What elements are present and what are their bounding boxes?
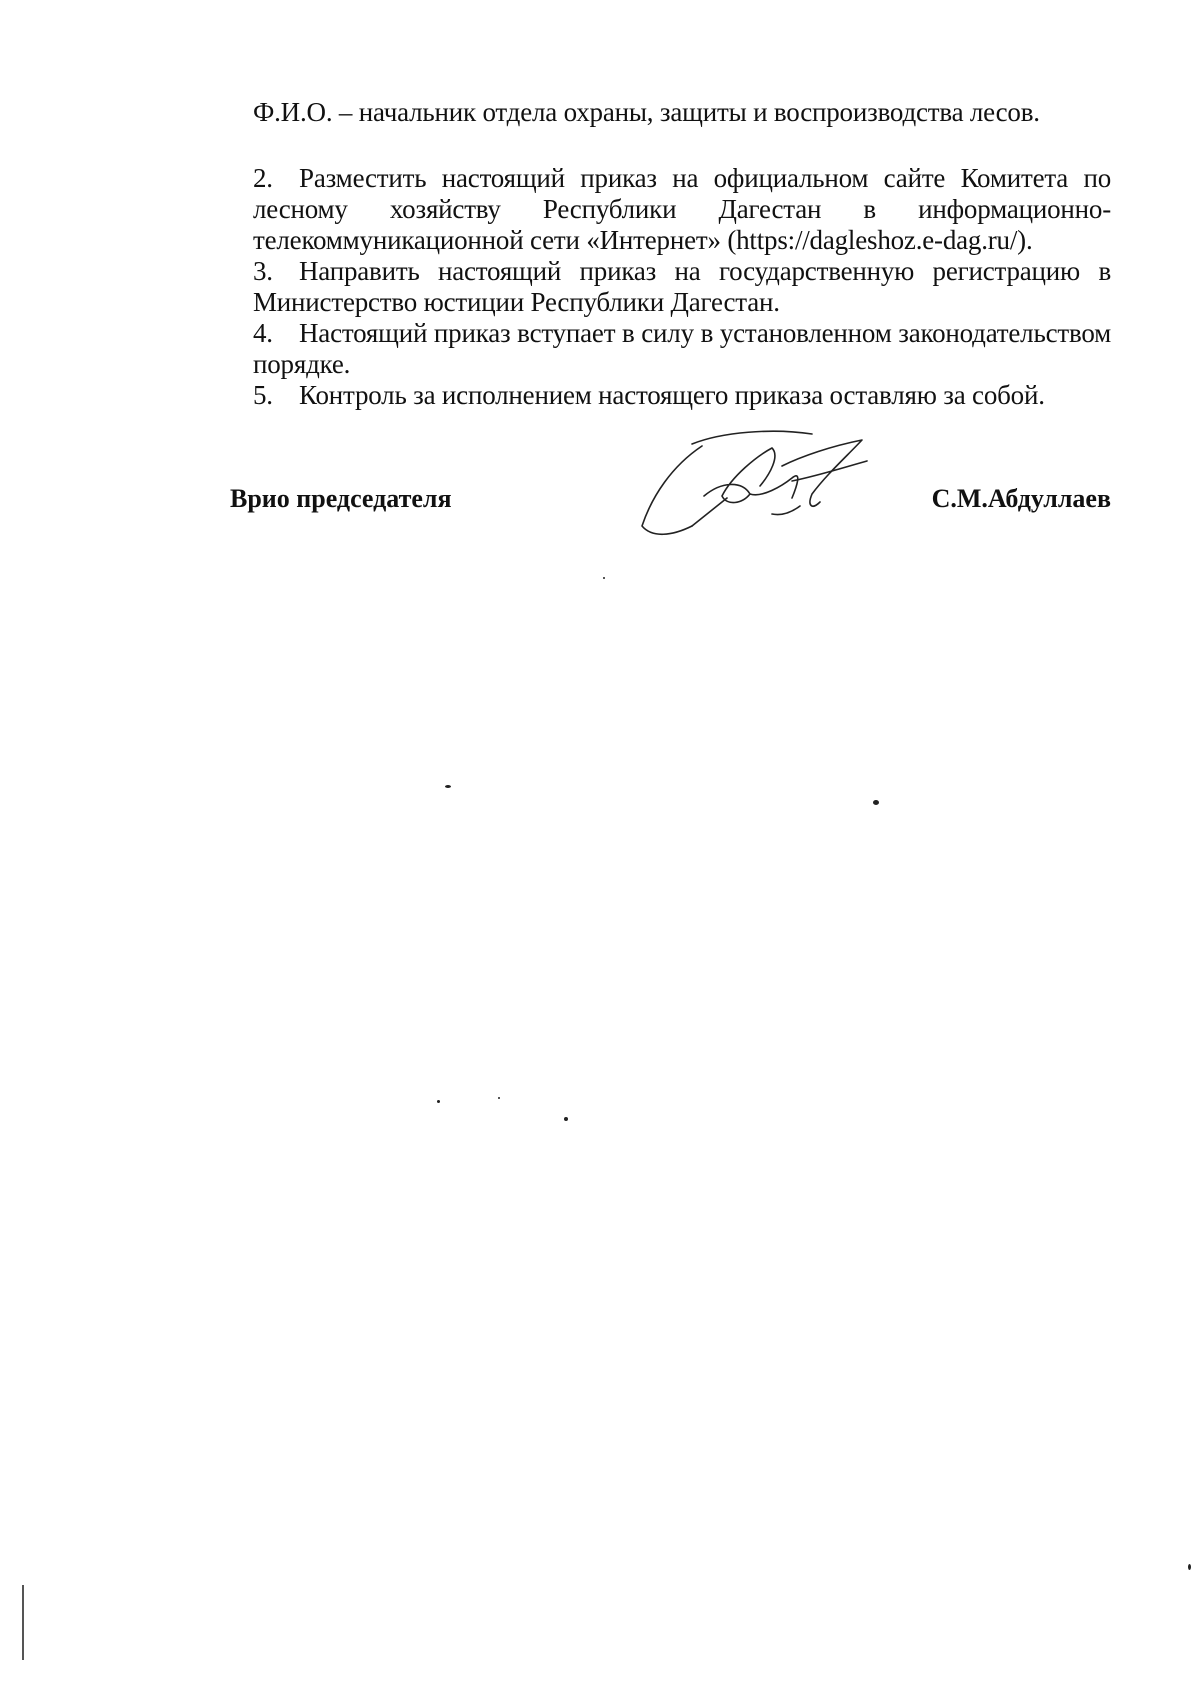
order-item-text: Направить настоящий приказ на государственную регистрацию в Министерство юстиции Республики Дагестан. xyxy=(253,256,1111,317)
scan-speck xyxy=(1188,1564,1191,1570)
order-item-4 xyxy=(253,318,1111,380)
signer-name: С.М.Абдуллаев xyxy=(931,484,1111,513)
order-item-number: 5. xyxy=(253,380,273,410)
scan-speck xyxy=(603,577,605,579)
order-item-text: Контроль за исполнением настоящего приказа оставляю за собой. xyxy=(299,380,1045,410)
order-item-number: 2. xyxy=(253,163,273,193)
handwritten-signature xyxy=(632,426,932,541)
scan-speck xyxy=(445,785,451,788)
scan-speck xyxy=(564,1117,568,1121)
scan-speck xyxy=(498,1097,500,1099)
order-item-3 xyxy=(253,256,1111,318)
order-item-number: 3. xyxy=(253,256,273,286)
scan-speck xyxy=(873,800,879,805)
order-item-5 xyxy=(253,380,1111,411)
fio-line xyxy=(253,97,1111,128)
order-item-2 xyxy=(253,163,1111,256)
position-title: Врио председателя xyxy=(230,484,452,513)
order-item-text: Разместить настоящий приказ на официальном сайте Комитета по лесному хозяйству Республики Дагестан в информационно-телекоммуникационной сети «Интернет» (https://dagleshoz.e-dag.ru/). xyxy=(253,163,1111,255)
fio-text: Ф.И.О. – начальник отдела охраны, защиты и воспроизводства лесов. xyxy=(253,97,1040,127)
scan-speck xyxy=(437,1100,440,1103)
order-item-text: Настоящий приказ вступает в силу в установленном законодательством порядке. xyxy=(253,318,1111,379)
order-items-list xyxy=(253,163,1111,411)
scan-edge-mark xyxy=(22,1585,24,1660)
order-item-number: 4. xyxy=(253,318,273,348)
